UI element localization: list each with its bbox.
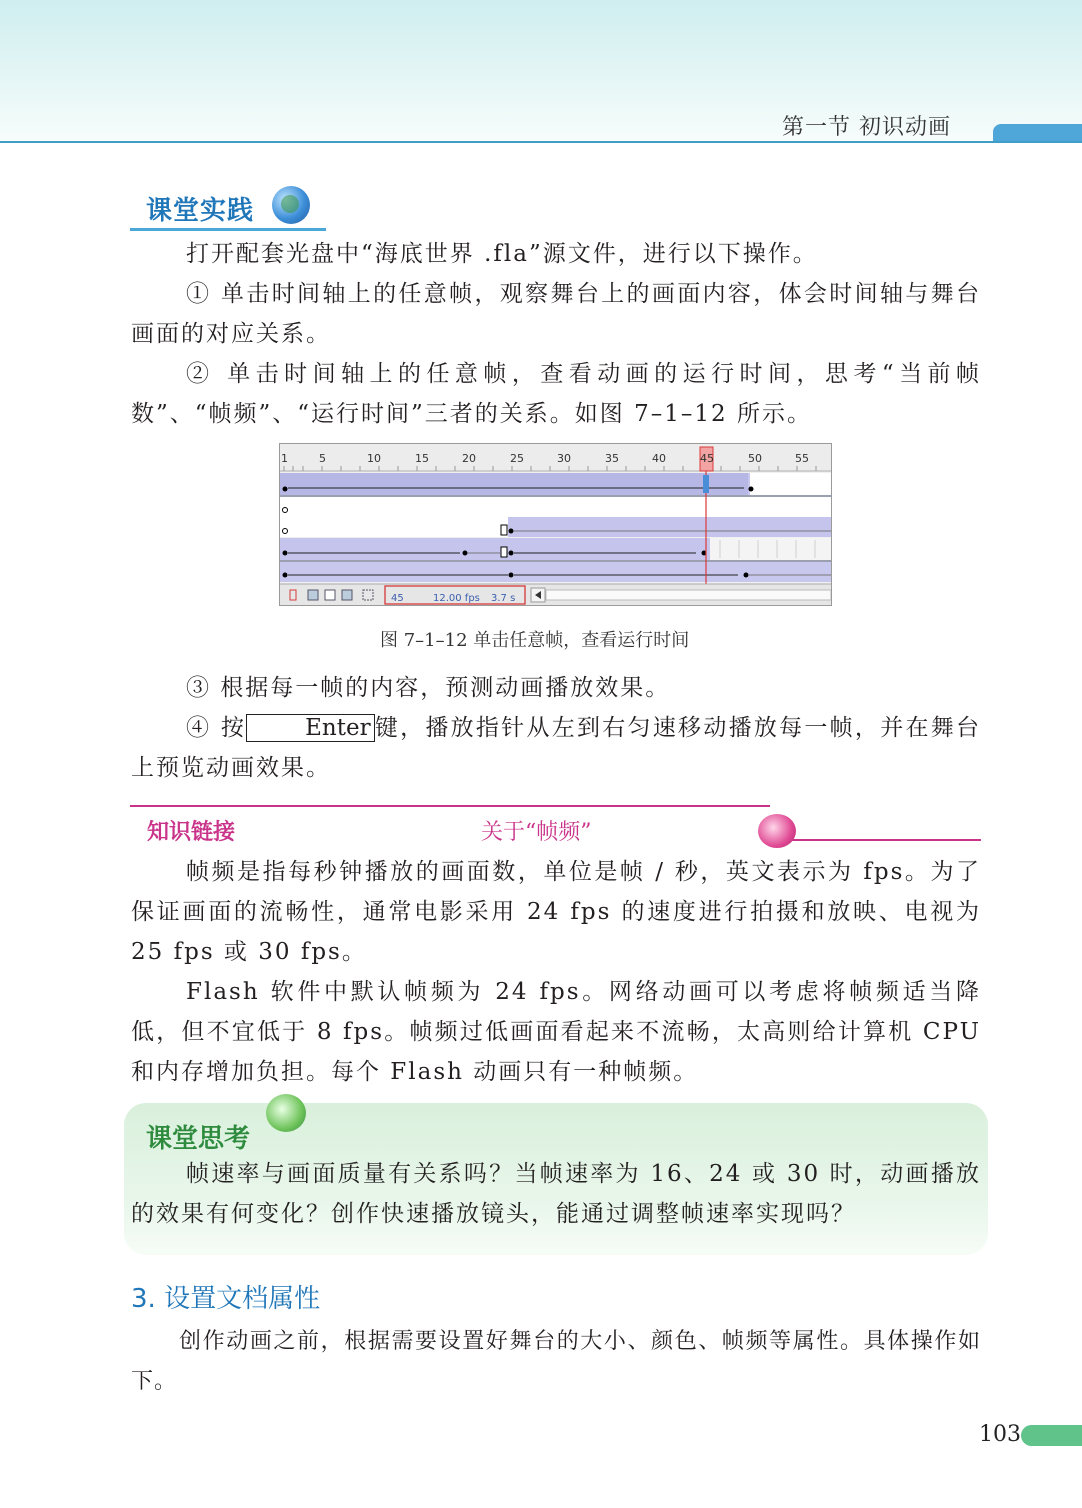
knowledge-subtitle: 关于“帧频” (481, 820, 592, 845)
figure-caption: 图 7–1–12 单击任意帧，查看运行时间 (380, 630, 690, 651)
step-4-prefix: ④ 按 (186, 715, 247, 741)
page-tab (1021, 1425, 1082, 1446)
practice-step-1: ① 单击时间轴上的任意帧，观察舞台上的画面内容，体会时间轴与舞台画面的对应关系。 (131, 281, 981, 347)
enter-key: Enter (246, 714, 374, 742)
heart-icon (758, 814, 796, 848)
ruler-tick-55: 55 (795, 452, 809, 465)
header-line (0, 141, 1082, 143)
header-tab (993, 124, 1082, 141)
ruler-tick-50: 50 (748, 452, 762, 465)
timeline-svg (280, 444, 831, 605)
section-3-heading: 3. 设置文档属性 (131, 1284, 321, 1314)
selected-frame (703, 475, 709, 493)
ruler-tick-25: 25 (510, 452, 524, 465)
page-number: 103 (979, 1422, 1021, 1447)
practice-step-3: ③ 根据每一帧的内容，预测动画播放效果。 (186, 675, 671, 701)
ruler-tick-35: 35 (605, 452, 619, 465)
practice-step-2: ② 单击时间轴上的任意帧，查看动画的运行时间，思考“当前帧数”、“帧频”、“运行时间”三者的关系。如图 7–1–12 所示。 (131, 361, 981, 427)
timeline-scrollbar[interactable] (546, 590, 831, 600)
ruler-tick-1: 1 (281, 452, 288, 465)
layer-row-1[interactable] (280, 473, 831, 495)
knowledge-line-right (790, 839, 981, 841)
status-current-frame: 45 (391, 593, 404, 604)
layer-row-5[interactable] (280, 562, 831, 582)
ruler-tick-20: 20 (462, 452, 476, 465)
running-head: 第一节 初识动画 (782, 115, 951, 140)
practice-step-4 (131, 708, 981, 788)
ruler-tick-5: 5 (319, 452, 326, 465)
knowledge-para-2: Flash 软件中默认帧频为 24 fps。网络动画可以考虑将帧频适当降低，但不宜低于 8 fps。帧频过低画面看起来不流畅，太高则给计算机 CPU 和内存增加负担。每个 Flash 动画只有一种帧频。 (131, 979, 981, 1085)
section-3-text: 创作动画之前，根据需要设置好舞台的大小、颜色、帧频等属性。具体操作如下。 (131, 1329, 981, 1394)
practice-title: 课堂实践 (146, 196, 255, 226)
knowledge-para-1: 帧频是指每秒钟播放的画面数，单位是帧 / 秒，英文表示为 fps。为了保证画面的流畅性，通常电影采用 24 fps 的速度进行拍摄和放映、电视为 25 fps 或 30 fps。 (131, 859, 981, 965)
practice-title-underline (130, 228, 326, 231)
ruler-tick-40: 40 (652, 452, 666, 465)
knowledge-title: 知识链接 (147, 820, 236, 845)
ruler-tick-45: 45 (700, 452, 714, 465)
layer-row-2[interactable] (280, 497, 831, 517)
ruler-tick-30: 30 (557, 452, 571, 465)
think-text: 帧速率与画面质量有关系吗？当帧速率为 16、24 或 30 时，动画播放的效果有何变化？创作快速播放镜头，能通过调整帧速率实现吗？ (131, 1161, 981, 1227)
ruler-tick-10: 10 (367, 452, 381, 465)
knowledge-line-top (130, 805, 770, 807)
think-icon (266, 1094, 306, 1132)
practice-intro: 打开配套光盘中“海底世界 .fla”源文件，进行以下操作。 (186, 241, 818, 267)
layer-row-3[interactable] (280, 517, 831, 537)
timeline-figure (279, 443, 832, 606)
status-fps: 12.00 fps (433, 593, 480, 604)
ruler-tick-15: 15 (415, 452, 429, 465)
globe-icon (272, 186, 310, 224)
layer-row-4[interactable] (280, 538, 831, 560)
step-4-suffix: 键，播放指针从左到右匀速移动播放每一帧，并在舞台上预览动画效果。 (131, 715, 982, 781)
status-time: 3.7 s (491, 593, 516, 604)
think-title: 课堂思考 (146, 1124, 251, 1154)
